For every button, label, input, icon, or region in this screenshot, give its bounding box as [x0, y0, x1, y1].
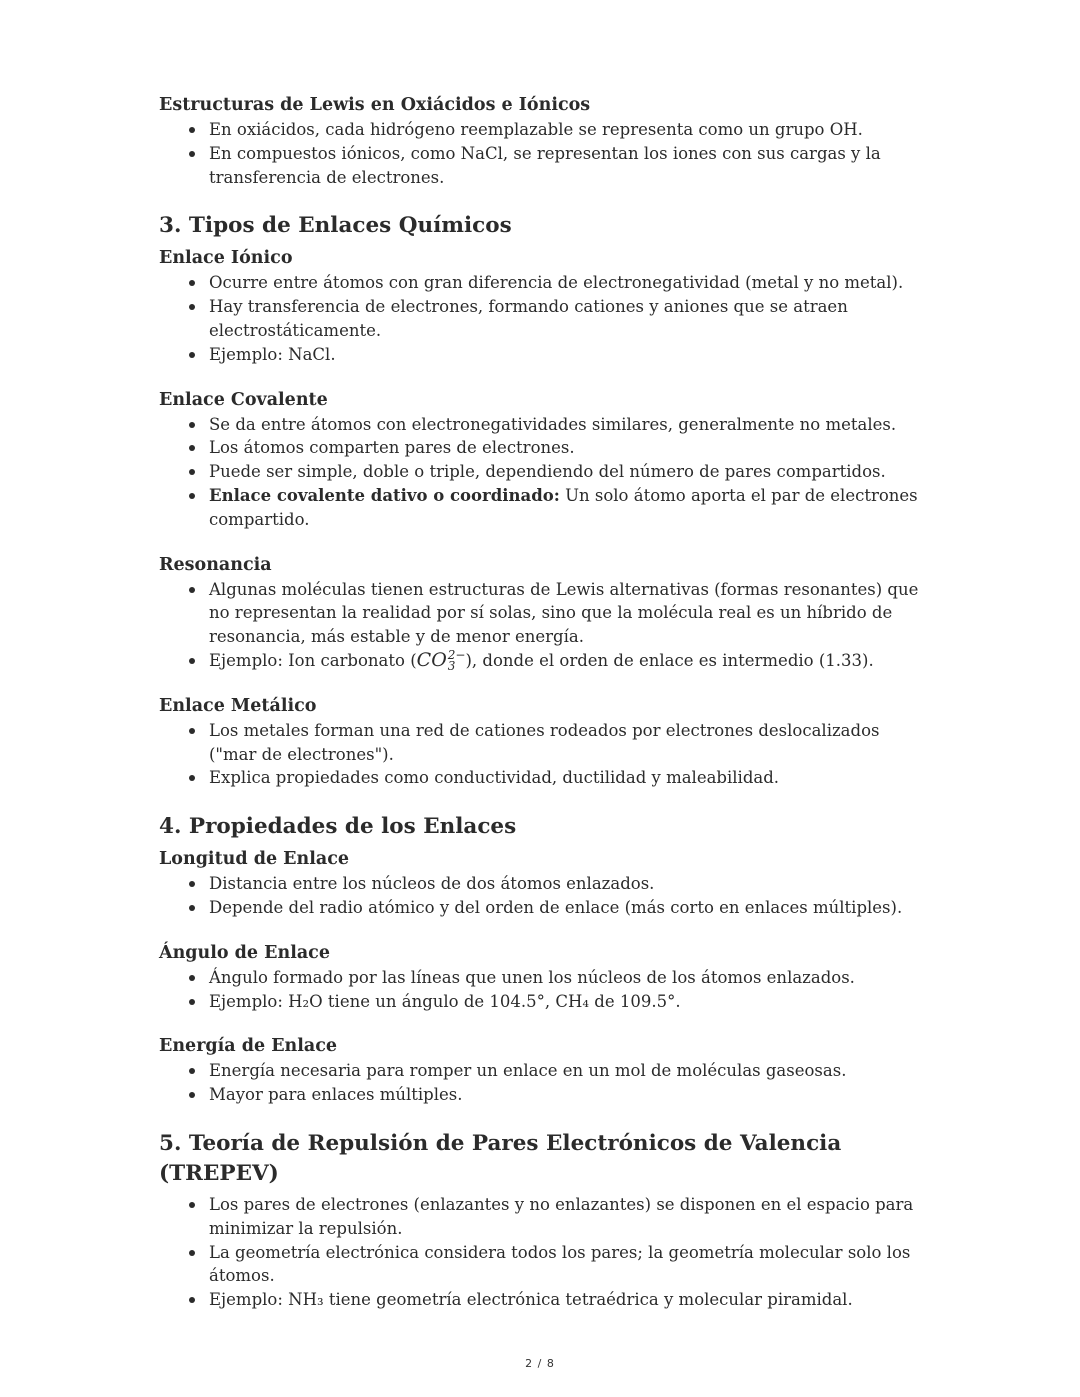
list-item: Explica propiedades como conductividad, ductilidad y maleabilidad.	[209, 766, 929, 790]
section-4-heading: 4. Propiedades de los Enlaces	[159, 814, 517, 840]
lewis-subheading: Estructuras de Lewis en Oxiácidos e Iónicos	[159, 95, 591, 115]
metallic-list	[159, 719, 929, 790]
list-item: Los átomos comparten pares de electrones.	[209, 436, 929, 460]
energy-list	[159, 1059, 929, 1107]
carbonate-formula	[417, 649, 466, 671]
list-item: Energía necesaria para romper un enlace en un mol de moléculas gaseosas.	[209, 1059, 929, 1083]
angle-subheading: Ángulo de Enlace	[159, 942, 330, 963]
resonance-subheading: Resonancia	[159, 554, 272, 575]
document-page	[159, 92, 929, 1312]
list-item: La geometría electrónica considera todos los pares; la geometría molecular solo los átomos.	[209, 1241, 929, 1289]
list-item: Depende del radio atómico y del orden de enlace (más corto en enlaces múltiples).	[209, 896, 929, 920]
list-item: Ejemplo: H₂O tiene un ángulo de 104.5°, CH₄ de 109.5°.	[209, 990, 929, 1014]
resonance-list	[159, 578, 929, 673]
metallic-subheading: Enlace Metálico	[159, 695, 317, 716]
dative-text: Un solo átomo aporta el par de electrones compartido.	[209, 485, 918, 529]
list-item: Ejemplo: NH₃ tiene geometría electrónica tetraédrica y molecular piramidal.	[209, 1288, 929, 1312]
trepev-list	[159, 1193, 929, 1312]
list-item: Ocurre entre átomos con gran diferencia de electronegatividad (metal y no metal).	[209, 271, 929, 295]
list-item: Hay transferencia de electrones, formando cationes y aniones que se atraen electrostáticamente.	[209, 295, 929, 343]
energy-subheading: Energía de Enlace	[159, 1036, 338, 1057]
list-item: Se da entre átomos con electronegatividades similares, generalmente no metales.	[209, 413, 929, 437]
ionic-list	[159, 271, 929, 366]
carbonate-formula-sup: 2−	[447, 647, 466, 662]
section-3-heading: 3. Tipos de Enlaces Químicos	[159, 213, 512, 239]
list-item: Algunas moléculas tienen estructuras de Lewis alternativas (formas resonantes) que no representan la realidad por sí solas, sino que la molécula real es un híbrido de resonancia, más estable y de menor energía.	[209, 578, 929, 649]
lewis-list	[159, 118, 929, 189]
carbonate-formula-sub: 3	[447, 658, 456, 673]
length-list	[159, 872, 929, 920]
list-item	[209, 649, 929, 673]
list-item: Los metales forman una red de cationes rodeados por electrones deslocalizados ("mar de electrones").	[209, 719, 929, 767]
angle-list	[159, 966, 929, 1014]
ionic-subheading: Enlace Iónico	[159, 248, 293, 269]
covalent-list	[159, 413, 929, 532]
dative-label: Enlace covalente dativo o coordinado:	[209, 485, 560, 505]
length-subheading: Longitud de Enlace	[159, 849, 350, 870]
carbonate-example-suffix: ), donde el orden de enlace es intermedio (1.33).	[465, 650, 874, 670]
list-item: Ejemplo: NaCl.	[209, 343, 929, 367]
carbonate-example-prefix: Ejemplo: Ion carbonato (	[209, 650, 417, 670]
list-item: Distancia entre los núcleos de dos átomos enlazados.	[209, 872, 929, 896]
section-5-heading: 5. Teoría de Repulsión de Pares Electrónicos de Valencia (TREPEV)	[159, 1130, 842, 1186]
list-item: Puede ser simple, doble o triple, dependiendo del número de pares compartidos.	[209, 460, 929, 484]
list-item: En oxiácidos, cada hidrógeno reemplazable se representa como un grupo OH.	[209, 118, 929, 142]
list-item: Ángulo formado por las líneas que unen los núcleos de los átomos enlazados.	[209, 966, 929, 990]
page-indicator: 2 / 8	[525, 1357, 555, 1370]
carbonate-formula-base: CO	[416, 648, 447, 671]
list-item: Los pares de electrones (enlazantes y no enlazantes) se disponen en el espacio para minimizar la repulsión.	[209, 1193, 929, 1241]
covalent-subheading: Enlace Covalente	[159, 389, 328, 410]
list-item	[209, 484, 929, 532]
list-item: Mayor para enlaces múltiples.	[209, 1083, 929, 1107]
list-item: En compuestos iónicos, como NaCl, se representan los iones con sus cargas y la transferencia de electrones.	[209, 142, 929, 190]
